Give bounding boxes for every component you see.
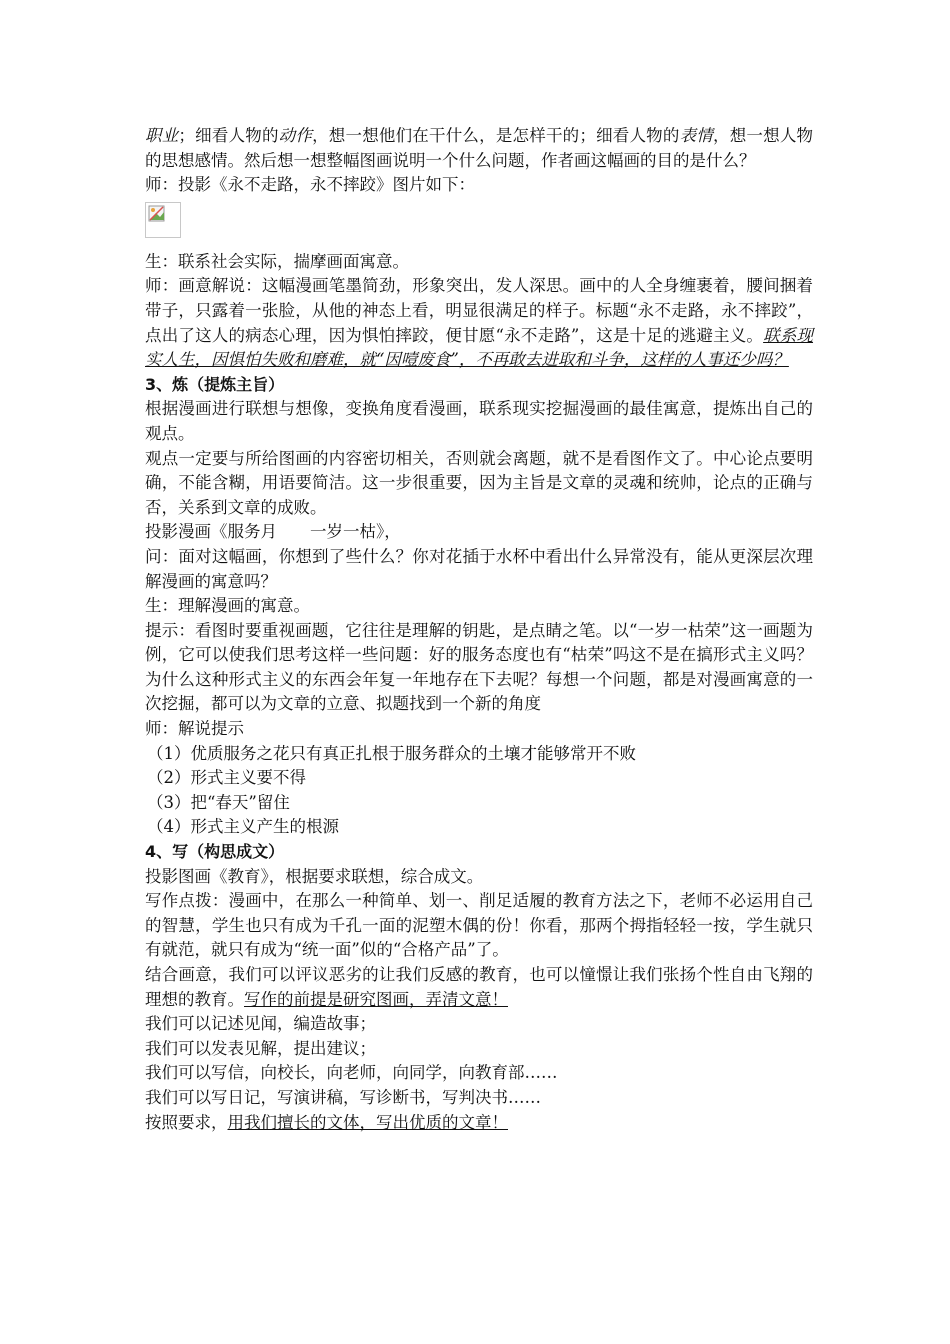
- list-item: （4）形式主义产生的根源: [147, 817, 339, 837]
- list-item: 我们可以记述见闻，编造故事；: [145, 1014, 376, 1034]
- write-paragraph-1: 投影图画《教育》，根据要求联想，综合成文。: [145, 866, 484, 886]
- hint-paragraph: 提示：看图时要重视画题，它往往是理解的钥匙，是点睛之笔。以“一岁一枯荣”这一画题为例，它可以使我们思考这样一些问题：好的服务态度也有“枯荣”吗这不是在搞形式主义吗？为什么这种形式主义的东西会年复一年地存在下去呢？每想一个问题，都是对漫画寓意的一次挖掘，都可以为文章的立意、拟题找到一个新的角度: [145, 620, 813, 714]
- observation-paragraph: [145, 124, 813, 173]
- explanation-text: 师：画意解说：这幅漫画笔墨简劲，形象突出，发人深思。画中的人全身缠裹着，腰间捆着带子，只露着一张脸，从他的神态上看，明显很满足的样子。标题“永不走路，永不摔跤”，点出了这人的病态心理，因为惧怕摔跤，便甘愿“永不走路”，这是十足的逃避主义。: [145, 276, 813, 345]
- text-span: ，想一想他们在干什么，是怎样干的；细看人物的: [312, 126, 680, 145]
- final-line: [145, 1111, 813, 1136]
- write-paragraph-2: 写作点拨：漫画中，在那么一种简单、划一、削足适履的教育方法之下，老师不必运用自己的智慧，学生也只有成为千孔一面的泥塑木偶的份！你看，那两个拇指轻轻一按，学生就只有就范，就只有成为“统一面”似的“合格产品”了。: [145, 891, 813, 960]
- write-text: 结合画意，我们可以评议恶劣的让我们反感的教育，也可以憧憬让我们张扬个性自由飞翔的理想的教育。: [145, 965, 813, 1009]
- list-item: 我们可以写日记，写演讲稿，写诊断书，写判决书……: [145, 1087, 541, 1107]
- teacher-hint-label: 师：解说提示: [145, 719, 244, 739]
- emphasis-occupation: 职业: [145, 126, 179, 145]
- section-heading-4: 4、写（构思成文）: [145, 842, 285, 862]
- list-item: （3）把“春天”留住: [147, 792, 290, 812]
- final-text: 按照要求，: [145, 1112, 228, 1132]
- final-emphasis: 用我们擅长的文体，写出优质的文章！: [227, 1112, 508, 1132]
- hint-list: [145, 742, 813, 840]
- list-item: 我们可以写信，向校长，向老师，向同学，向教育部……: [145, 1063, 558, 1083]
- student-response-1: 生：联系社会实际，揣摩画面寓意。: [145, 251, 409, 271]
- question-paragraph: 问：面对这幅画，你想到了些什么？你对花插于水杯中看出什么异常没有，能从更深层次理解漫画的寓意吗？: [145, 546, 813, 591]
- teacher-explanation: [145, 274, 813, 372]
- broken-image-icon: [145, 202, 181, 238]
- writing-options-list: [145, 1012, 813, 1110]
- emphasis-expression: 表情: [679, 126, 714, 145]
- list-item: （1）优质服务之花只有真正扎根于服务群众的土壤才能够常开不败: [147, 743, 636, 763]
- explanation-emphasis: 联系现实人生，因惧怕失败和磨难，就“因噎废食”，不再敢去进取和斗争，这样的人事还少吗？: [145, 325, 814, 370]
- write-paragraph-3: [145, 963, 813, 1012]
- list-item: 我们可以发表见解，提出建议；: [145, 1038, 376, 1058]
- project-comic-line: 投影漫画《服务月 一岁一枯》，: [145, 522, 401, 542]
- refine-paragraph-2: 观点一定要与所给图画的内容密切相关，否则就会离题，就不是看图作文了。中心论点要明确，不能含糊，用语要简洁。这一步很重要，因为主旨是文章的灵魂和统帅，论点的正确与否，关系到文章的成败。: [145, 448, 813, 517]
- document-page: [145, 124, 813, 1135]
- emphasis-action: 动作: [278, 126, 313, 145]
- section-heading-3: 3、炼（提炼主旨）: [145, 374, 285, 394]
- teacher-show-line: 师：投影《永不走路，永不摔跤》图片如下：: [145, 175, 475, 195]
- student-response-2: 生：理解漫画的寓意。: [145, 596, 310, 616]
- list-item: （2）形式主义要不得: [147, 768, 306, 788]
- refine-paragraph-1: 根据漫画进行联想与想像，变换角度看漫画，联系现实挖掘漫画的最佳寓意，提炼出自己的观点。: [145, 399, 813, 443]
- text-span: ，想一想人物的思想感情。然后想一想整幅图画说明一个什么问题，作者画这幅画的目的是什么？: [145, 126, 814, 170]
- write-emphasis: 写作的前提是研究图画，弄清文意！: [244, 989, 508, 1009]
- text-span: ；细看人物的: [178, 126, 279, 145]
